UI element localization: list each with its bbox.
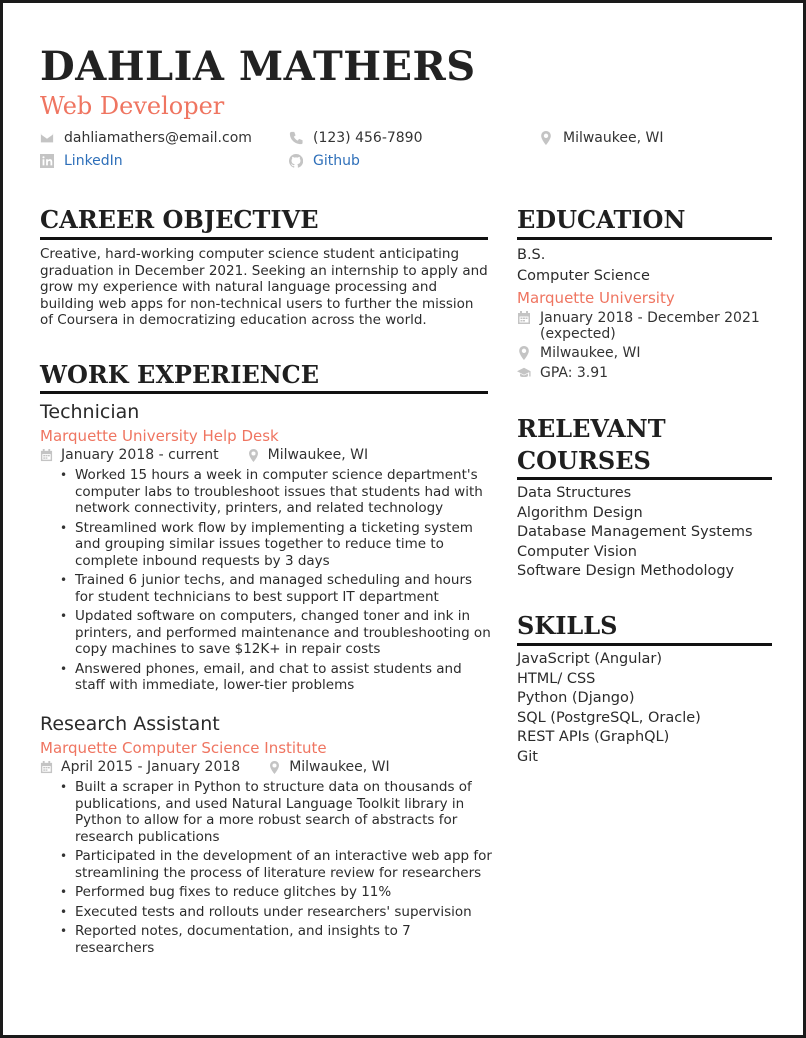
education-dates-row: [517, 310, 767, 342]
list-item: • Trained 6 junior techs, and managed scheduling and hours for student technicians to best support IT department: [40, 572, 492, 605]
phone-icon: [289, 131, 303, 145]
list-item: Computer Vision: [517, 543, 637, 560]
courses-heading: RELEVANT: [517, 414, 666, 443]
list-item: • Updated software on computers, changed toner and ink in printers, and performed maintenance and troubleshooting on copy machines to save $12K+ in repair costs: [40, 608, 492, 658]
job-bullets: [40, 779, 492, 959]
linkedin-text: LinkedIn: [64, 153, 123, 169]
github-link[interactable]: [289, 153, 360, 169]
map-pin-icon: [268, 761, 281, 774]
skills-heading: SKILLS: [517, 611, 618, 640]
contact-phone[interactable]: [289, 130, 423, 146]
linkedin-icon: [40, 154, 54, 168]
education-school: Marquette University: [517, 289, 675, 307]
list-item: JavaScript (Angular): [517, 651, 662, 667]
job-employer: Marquette Computer Science Institute: [40, 739, 327, 757]
objective-text: Creative, hard-working computer science student anticipating graduation in December 2021. Seeking an internship to apply and grow my experience with natural language processing and building web apps for non-technical users to further the mission of Coursera in democratizing education across the world.: [40, 246, 488, 328]
candidate-name: DAHLIA MATHERS: [40, 43, 476, 90]
envelope-icon: [40, 131, 54, 145]
job-dates: April 2015 - January 2018: [61, 759, 241, 775]
map-pin-icon: [247, 449, 260, 462]
skills-divider: [517, 643, 772, 646]
education-location: Milwaukee, WI: [540, 345, 641, 361]
education-degree: B.S.: [517, 247, 546, 263]
job-dates: January 2018 - current: [61, 447, 219, 463]
list-item: • Reported notes, documentation, and insights to 7 researchers: [40, 923, 492, 956]
list-item: Data Structures: [517, 485, 632, 501]
contact-location: [539, 130, 663, 146]
candidate-title: Web Developer: [40, 92, 225, 120]
map-pin-icon: [517, 346, 531, 360]
list-item: Git: [517, 748, 538, 765]
list-item: • Answered phones, email, and chat to assist students and staff with immediate, lower-tier problems: [40, 661, 492, 694]
email-text: dahliamathers@email.com: [64, 130, 252, 146]
job-title: Research Assistant: [40, 713, 220, 735]
list-item: • Built a scraper in Python to structure data on thousands of publications, and used Natural Language Toolkit library in Python to allow for a more robust search of abstracts for research publications: [40, 779, 492, 845]
linkedin-link[interactable]: [40, 153, 123, 169]
github-text: Github: [313, 153, 360, 169]
list-item: Python (Django): [517, 690, 635, 706]
list-item: Algorithm Design: [517, 504, 643, 521]
list-item: • Performed bug fixes to reduce glitches by 11%: [40, 884, 492, 901]
calendar-icon: [40, 449, 53, 462]
location-text: Milwaukee, WI: [563, 130, 664, 146]
calendar-icon: [40, 761, 53, 774]
courses-divider: [517, 477, 772, 480]
education-divider: [517, 237, 772, 240]
experience-heading: WORK EXPERIENCE: [40, 360, 320, 389]
map-pin-icon: [539, 131, 553, 145]
github-icon: [289, 154, 303, 168]
job-location: Milwaukee, WI: [289, 759, 390, 775]
job-meta: [40, 759, 390, 775]
education-location-row: [517, 345, 640, 361]
list-item: • Worked 15 hours a week in computer science department's computer labs to troubleshoot issues that students had with network connectivity, printers, and related technology: [40, 467, 492, 517]
contact-email[interactable]: [40, 130, 252, 146]
job-meta: [40, 447, 368, 463]
courses-heading-line2: COURSES: [517, 446, 651, 475]
list-item: REST APIs (GraphQL): [517, 729, 670, 745]
phone-text: (123) 456-7890: [313, 130, 423, 146]
job-employer: Marquette University Help Desk: [40, 427, 279, 445]
calendar-icon: [517, 311, 531, 325]
list-item: • Executed tests and rollouts under researchers' supervision: [40, 904, 492, 921]
list-item: • Participated in the development of an interactive web app for streamlining the process of literature review for researchers: [40, 848, 492, 881]
job-bullets: [40, 467, 492, 697]
experience-divider: [40, 391, 488, 394]
list-item: Software Design Methodology: [517, 563, 735, 579]
objective-heading: CAREER OBJECTIVE: [40, 205, 319, 234]
education-major: Computer Science: [517, 268, 650, 284]
education-gpa: GPA: 3.91: [540, 365, 609, 381]
education-dates: January 2018 - December 2021 (expected): [540, 310, 760, 342]
list-item: Database Management Systems: [517, 524, 753, 540]
job-title: Technician: [40, 401, 140, 423]
education-heading: EDUCATION: [517, 205, 686, 234]
objective-divider: [40, 237, 488, 240]
list-item: HTML/ CSS: [517, 670, 596, 687]
education-gpa-row: [517, 365, 608, 381]
graduation-cap-icon: [517, 366, 531, 380]
courses-list: [517, 484, 753, 582]
list-item: • Streamlined work flow by implementing a ticketing system and grouping similar issues together to reduce time to complete inbound requests by 3 days: [40, 520, 492, 570]
job-location: Milwaukee, WI: [267, 447, 369, 463]
skills-list: [517, 650, 701, 767]
list-item: SQL (PostgreSQL, Oracle): [517, 709, 701, 726]
